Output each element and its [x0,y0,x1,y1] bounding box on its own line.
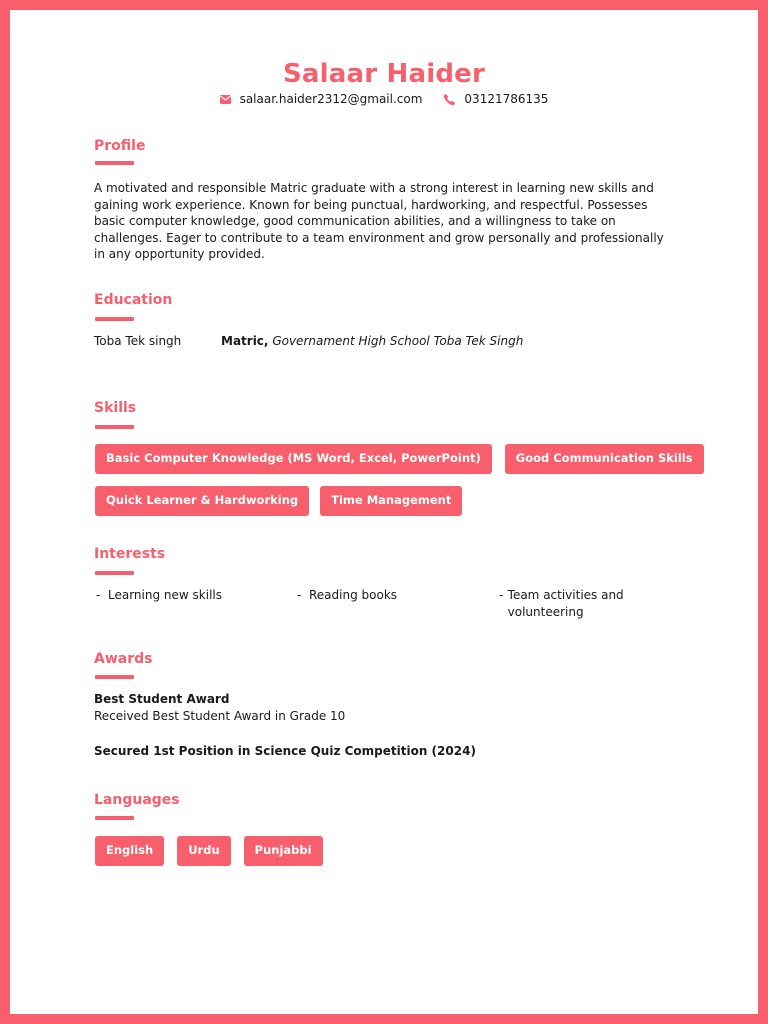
language-chip: Punjabbi [244,836,323,866]
interests-heading: Interests [94,546,166,562]
education-rule [95,317,134,321]
award-title: Best Student Award [94,692,230,706]
skill-chip: Basic Computer Knowledge (MS Word, Excel, PowerPoint) [95,444,492,474]
skills-rule [95,425,134,429]
awards-heading: Awards [94,651,153,667]
language-chip: Urdu [177,836,230,866]
language-chip: English [95,836,164,866]
resume-page [10,10,758,1014]
interest-text: Team activities and volunteering [507,588,624,619]
interest-item: - Reading books [297,588,398,602]
education-heading: Education [94,292,173,308]
award-title: Secured 1st Position in Science Quiz Competition (2024) [94,744,476,758]
contact-phone[interactable] [444,92,548,106]
interest-text: Learning new skills [108,588,222,602]
phone-icon [444,94,455,105]
languages-heading: Languages [94,792,180,808]
phone-text: 03121786135 [464,92,549,106]
profile-rule [95,161,134,165]
profile-heading: Profile [94,138,146,154]
interest-text: Reading books [309,588,398,602]
education-degree: Matric, [221,334,269,348]
education-detail [221,334,523,348]
skills-row-2 [95,486,475,516]
contact-email[interactable] [220,92,423,106]
profile-text: A motivated and responsible Matric graduate with a strong interest in learning new skills and gaining work experience. Known for being punctual, hardworking, and respectful. Possesses basic computer knowledge, good communication abilities, and a willingness to take on challenges. Eager to contribute to a team environment and grow personally and professionally in any opportunity provided. [94,181,664,261]
envelope-icon [220,95,231,104]
languages-rule [95,816,134,820]
award-description: Received Best Student Award in Grade 10 [94,709,346,723]
awards-rule [95,675,134,679]
education-location: Toba Tek singh [94,334,182,348]
skills-heading: Skills [94,400,137,416]
education-school: Governament High School Toba Tek Singh [272,334,524,348]
skill-chip: Quick Learner & Hardworking [95,486,309,516]
education-entry [94,334,694,348]
email-text: salaar.haider2312@gmail.com [239,92,423,106]
candidate-name: Salaar Haider [282,59,486,89]
interests-rule [95,571,134,575]
skill-chip: Time Management [320,486,462,516]
interest-item: - Team activities and volunteering [499,587,649,620]
contact-bar [10,92,758,106]
languages-row [95,836,336,866]
skill-chip: Good Communication Skills [505,444,704,474]
interest-item: - Learning new skills [96,588,222,602]
skills-row-1 [95,444,717,474]
